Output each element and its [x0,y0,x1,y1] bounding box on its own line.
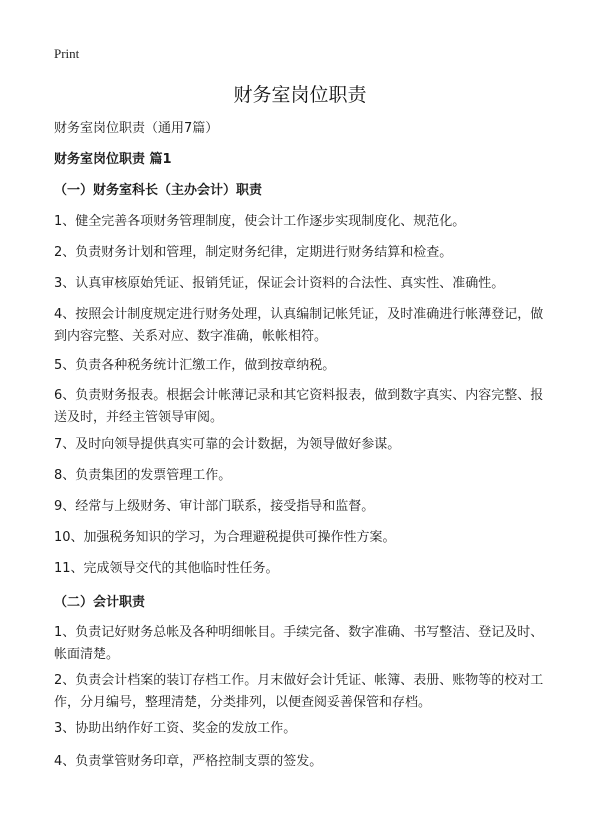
article-heading: 财务室岗位职责 篇1 [54,152,172,167]
print-label: Print [54,46,80,61]
duty-item: 2、负责会计档案的装订存档工作。月末做好会计凭证、帐簿、表册、账物等的校对工作，分月编号，整理清楚，分类排列，以便查阅妥善保管和存档。 [54,673,544,710]
duty-item: 10、加强税务知识的学习，为合理避税提供可操作性方案。 [54,530,396,545]
duty-item: 8、负责集团的发票管理工作。 [54,468,232,483]
duty-item: 3、协助出纳作好工资、奖金的发放工作。 [54,721,297,736]
duty-item: 3、认真审核原始凭证、报销凭证，保证会计资料的合法性、真实性、准确性。 [54,276,505,291]
document-subtitle: 财务室岗位职责（通用7篇） [54,121,219,136]
section-heading-chief: （一）财务室科长（主办会计）职责 [54,183,263,198]
duty-item: 2、负责财务计划和管理，制定财务纪律，定期进行财务结算和检查。 [54,245,453,260]
page-title: 财务室岗位职责 [233,84,367,106]
duty-item: 1、负责记好财务总帐及各种明细帐目。手续完备、数字准确、书写整洁、登记及时、帐面清楚。 [54,625,544,662]
duty-item: 7、及时向领导提供真实可靠的会计数据，为领导做好参谋。 [54,437,401,452]
duty-item: 1、健全完善各项财务管理制度，使会计工作逐步实现制度化、规范化。 [54,214,466,229]
duty-item: 5、负责各种税务统计汇缴工作，做到按章纳税。 [54,358,336,373]
duty-item: 4、负责掌管财务印章，严格控制支票的签发。 [54,754,323,769]
duty-item: 11、完成领导交代的其他临时性任务。 [54,561,279,576]
duty-item: 9、经常与上级财务、审计部门联系，接受指导和监督。 [54,499,375,514]
duty-item: 6、负责财务报表。根据会计帐薄记录和其它资料报表，做到数字真实、内容完整、报送及时，并经主管领导审阅。 [54,388,544,425]
section-heading-accountant: （二）会计职责 [54,595,146,610]
duty-item: 4、按照会计制度规定进行财务处理，认真编制记帐凭证，及时准确进行帐薄登记，做到内容完整、关系对应、数字准确，帐帐相符。 [54,307,544,344]
